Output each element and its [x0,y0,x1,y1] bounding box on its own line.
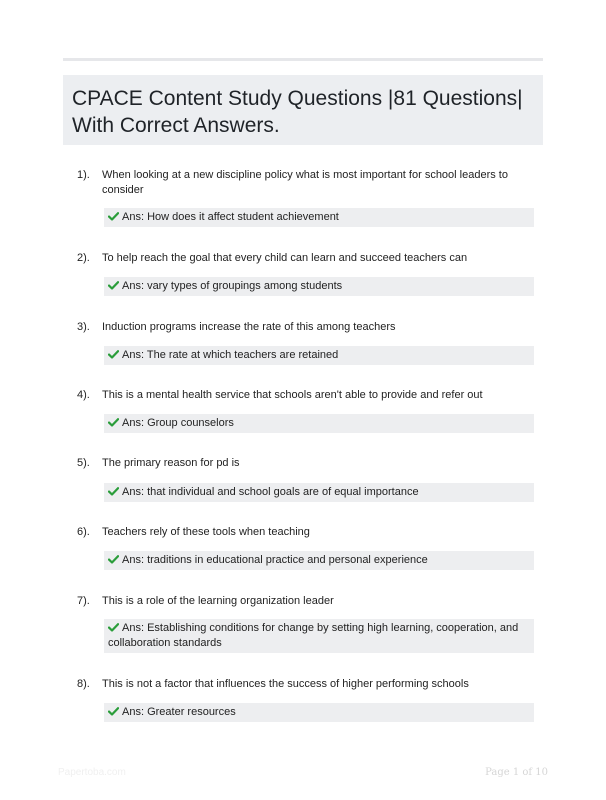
question-number: 6). [77,526,90,538]
check-icon [108,555,119,564]
answer-box [104,208,534,227]
answer-box [104,551,534,570]
question-text: This is a role of the learning organization leader [102,595,334,607]
answer-box [104,346,534,365]
answer-box [104,414,534,433]
question-number: 3). [77,321,90,333]
question-text: Induction programs increase the rate of this among teachers [102,321,396,333]
question-text: To help reach the goal that every child can learn and succeed teachers can [102,252,468,264]
answer-text: Ans: that individual and school goals are of equal importance [122,486,419,498]
check-icon [108,350,119,359]
question-number: 8). [77,678,90,690]
question-text: This is a mental health service that schools aren't able to provide and refer out [102,389,483,401]
answer-box [104,277,534,296]
check-icon [108,418,119,427]
question-number: 5). [77,457,90,469]
question-number: 1). [77,169,90,181]
answer-box [104,619,534,653]
question-text: The primary reason for pd is [102,457,240,469]
answer-text: Ans: vary types of groupings among students [122,280,343,292]
check-icon [108,281,119,290]
check-icon [108,487,119,496]
question-text: When looking at a new discipline policy what is most important for school leaders to consider [102,169,508,196]
answer-text: Ans: traditions in educational practice and personal experience [122,554,428,566]
answer-text: Ans: How does it affect student achievement [122,211,339,223]
check-icon [108,623,119,632]
page-indicator: Page 1 of 10 [485,767,548,778]
answer-text: Ans: Greater resources [122,706,236,718]
question-number: 7). [77,595,90,607]
check-icon [108,212,119,221]
check-icon [108,707,119,716]
footer-watermark: Papertoba.com [58,767,126,778]
question-text: Teachers rely of these tools when teaching [102,526,310,538]
question-number: 4). [77,389,90,401]
answer-text: Ans: Establishing conditions for change by setting high learning, cooperation, and collaboration standards [108,622,519,649]
answer-box [104,483,534,502]
question-text: This is not a factor that influences the success of higher performing schools [102,678,469,690]
answer-box [104,703,534,722]
page-title: CPACE Content Study Questions |81 Questions| With Correct Answers. [72,87,523,137]
answer-text: Ans: Group counselors [122,417,234,429]
answer-text: Ans: The rate at which teachers are retained [122,349,339,361]
question-number: 2). [77,252,90,264]
